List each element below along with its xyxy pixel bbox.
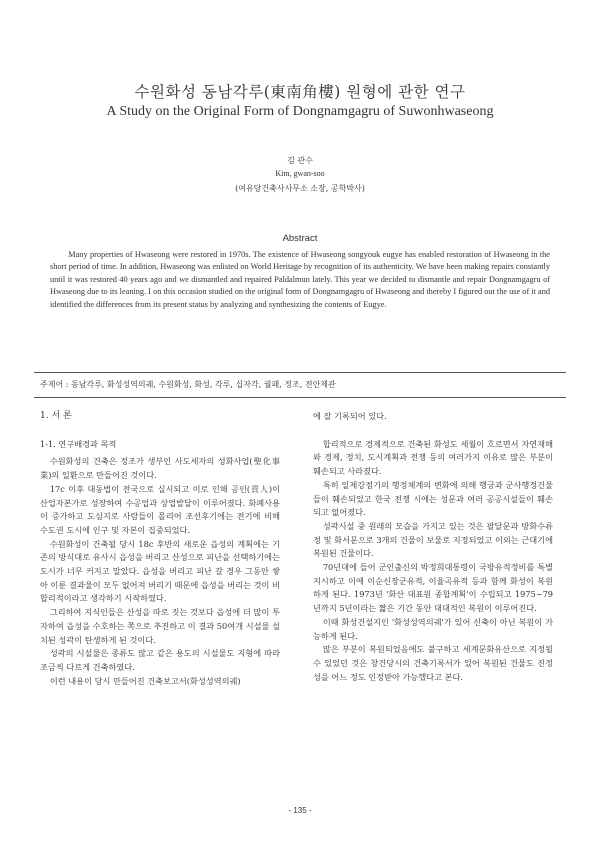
body-paragraph: 특히 일제강점기의 행정체계의 변화에 의해 행궁과 군사행정건물들이 훼손되었고 한국 전쟁 시에는 성문과 여러 공공시설들이 훼손되고 없어졌다.: [313, 479, 553, 518]
body-paragraph-continued: 에 잘 기록되어 있다.: [313, 411, 387, 421]
body-paragraph: 많은 부분이 복원되었음에도 불구하고 세계문화유산으로 지정될 수 있었던 것은 창건당시의 건축기록서가 있어 복원된 건물도 진정성을 어느 정도 인정받아 가능했다고 본다.: [313, 644, 553, 682]
paper-title-english: A Study on the Original Form of Dongnamgagru of Suwonhwaseong: [106, 104, 494, 119]
author-name-english: Kim, gwan-soo: [275, 169, 325, 178]
paper-title-korean: 수원화성 동남각루(東南角樓) 원형에 관한 연구: [134, 83, 466, 101]
body-paragraph: 수원화성의 건축은 정조가 생부인 사도세자의 성화사업(聖化事業)의 일환으로 만들어진 것이다.: [40, 456, 280, 481]
body-paragraph: 이런 내용이 당시 만들어진 건축보고서(화성성역의궤): [49, 675, 241, 686]
page-number: - 135 -: [288, 806, 312, 815]
keywords: 주제어 : 동남각루, 화성성역의궤, 수원화성, 화성, 각루, 십자각, 궐패, 정조, 전안제관: [40, 380, 336, 389]
body-paragraph: 합리적으로 경제적으로 건축된 화성도 세월이 흐르면서 자연재해와 경제, 정치, 도시계획과 전쟁 등의 여러가지 이유로 많은 부분이 훼손되고 사라졌다.: [313, 438, 553, 477]
body-paragraph: 70년대에 들어 군인출신의 박정희대통령이 국방유적정비를 특별지시하고 이에 이순신장군유적, 이율곡유적 등과 함께 화성이 복원하게 된다. 1973년 '화산 대표원 종합계획'이 수립되고 1975~79년까지 5년이라는 짧은 기간 동안 대대적인 복원이 이루어진다.: [313, 562, 553, 614]
section-heading-introduction: 1. 서 론: [40, 411, 72, 421]
body-paragraph: 성곽의 시설물은 종류도 많고 같은 용도의 시설물도 지형에 따라 조금씩 다르게 건축하였다.: [40, 648, 280, 672]
body-paragraph: 17c 이후 대동법이 전국으로 실시되고 이로 인해 공인(貢人)이 산업자본가로 성장하여 수공업과 상업발달이 이루어졌다. 화폐사용이 증가하고 도심지로 사람들이 몰리어 조선후기에는 전기에 비해 수도권 도시에 인구 및 자본이 집중되었다.: [40, 483, 280, 535]
left-text-column: [40, 410, 280, 688]
subsection-heading: 1-1. 연구배경과 목적: [40, 438, 117, 449]
author-name-korean: 김 관수: [287, 156, 313, 165]
abstract-heading: Abstract: [282, 233, 318, 244]
body-paragraph: 그리하여 지식인들은 산성을 따로 짓는 것보다 읍성에 더 많이 투자하여 읍성을 수호하는 쪽으로 추진하고 이 결과 50여개 시설물 설치된 성곽이 탄생하게 된 것이다.: [40, 607, 280, 645]
body-paragraph: 이때 화성건설지인 '화성성역의궤'가 있어 신축이 아닌 복원이 가능하게 된다.: [313, 616, 553, 641]
abstract-body: Many properties of Hwaseong were restored in 1970s. The existence of Hwaseong songyouk eugye has enabled restoration of Hwaseong in the short period of time. In addition, Hwaseong was enlisted on World Heritage by recognition of its authenticity. We have been making repairs constantly until it was restored 40 years ago and we dismantled and repaired Paldalmun lately. This year we decided to dismantle and repair Dongnamgagru of Hwaseong due to its leaning. I on this occasion studied on the original form of Dongnamgagru of Hwaseong and thereby I figured out the use of it and identified the differences from its present status by analyzing and synthesizing the contents of Eugye.: [50, 250, 550, 309]
author-affiliation: (여유당건축사사무소 소장, 공학박사): [235, 184, 365, 193]
body-paragraph: 수원화성이 건축될 당시 18c 후반의 새로운 읍성의 계획에는 기존의 방식대로 유사시 읍성을 버리고 산성으로 피난을 선택하기에는 도시가 너무 커지고 말았다. 읍성을 버리고 피난 갈 경우 그동안 쌓아 이룬 결과물이 모두 없어져 버리기 때문에 읍성을 버리는 것이 비합리적이라고 생각하기 시작하였다.: [40, 538, 280, 604]
right-text-column: [313, 410, 553, 684]
body-paragraph: 성곽시설 중 원래의 모습을 가지고 있는 것은 팔달문과 방화수류정 및 화서문으로 3개의 건물이 보물로 지정되었고 이외는 근대기에 복원된 건물이다.: [313, 520, 553, 559]
